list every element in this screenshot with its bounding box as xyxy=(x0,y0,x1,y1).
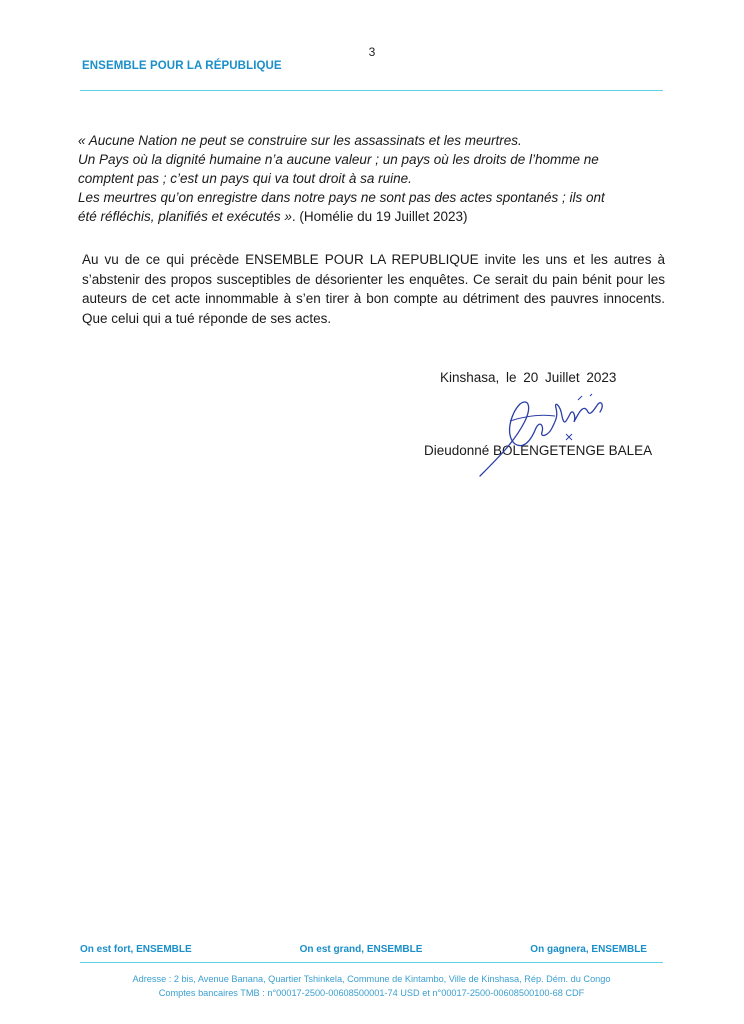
footer-motto: On gagnera, ENSEMBLE xyxy=(530,944,647,955)
footer-bank-accounts: Comptes bancaires TMB : n°00017-2500-00608500001-74 USD et n°00017-2500-00608500100-68 CDF xyxy=(158,988,585,998)
signature-image xyxy=(470,386,620,481)
footer-divider xyxy=(80,962,663,963)
page-number: 3 xyxy=(368,45,376,59)
footer-mottos xyxy=(80,944,647,955)
quote-citation: . (Homélie du 19 Juillet 2023) xyxy=(291,209,468,224)
footer-motto: On est fort, ENSEMBLE xyxy=(80,944,192,955)
quote-block xyxy=(78,131,668,226)
signer-name: Dieudonné BOLENGETENGE BALEA xyxy=(424,443,653,458)
quote-line: été réfléchis, planifiés et exécutés » xyxy=(78,209,292,224)
org-header: ENSEMBLE POUR LA RÉPUBLIQUE xyxy=(82,60,282,72)
place-date: Kinshasa, le 20 Juillet 2023 xyxy=(440,370,617,385)
footer-address: Adresse : 2 bis, Avenue Banana, Quartier Tshinkela, Commune de Kintambo, Ville de Kinshasa, Rép. Dém. du Congo xyxy=(132,974,611,984)
quote-line: « Aucune Nation ne peut se construire sur les assassinats et les meurtres. xyxy=(78,133,522,148)
body-paragraph: Au vu de ce qui précède ENSEMBLE POUR LA REPUBLIQUE invite les uns et les autres à s’abstenir des propos susceptibles de désorienter les enquêtes. Ce serait du pain bénit pour les auteurs de cet acte innommable à s’en tirer à bon compte au détriment des pauvres innocents. Que celui qui a tué réponde de ses actes. xyxy=(82,252,665,326)
quote-line: Les meurtres qu’on enregistre dans notre pays ne sont pas des actes spontanés ; ils ont xyxy=(78,190,605,205)
quote-line: Un Pays où la dignité humaine n’a aucune valeur ; un pays où les droits de l’homme ne xyxy=(78,152,599,167)
quote-line: comptent pas ; c’est un pays qui va tout droit à sa ruine. xyxy=(78,171,412,186)
header-divider xyxy=(80,90,663,91)
footer-motto: On est grand, ENSEMBLE xyxy=(299,944,423,955)
footer-contact xyxy=(80,972,663,1000)
